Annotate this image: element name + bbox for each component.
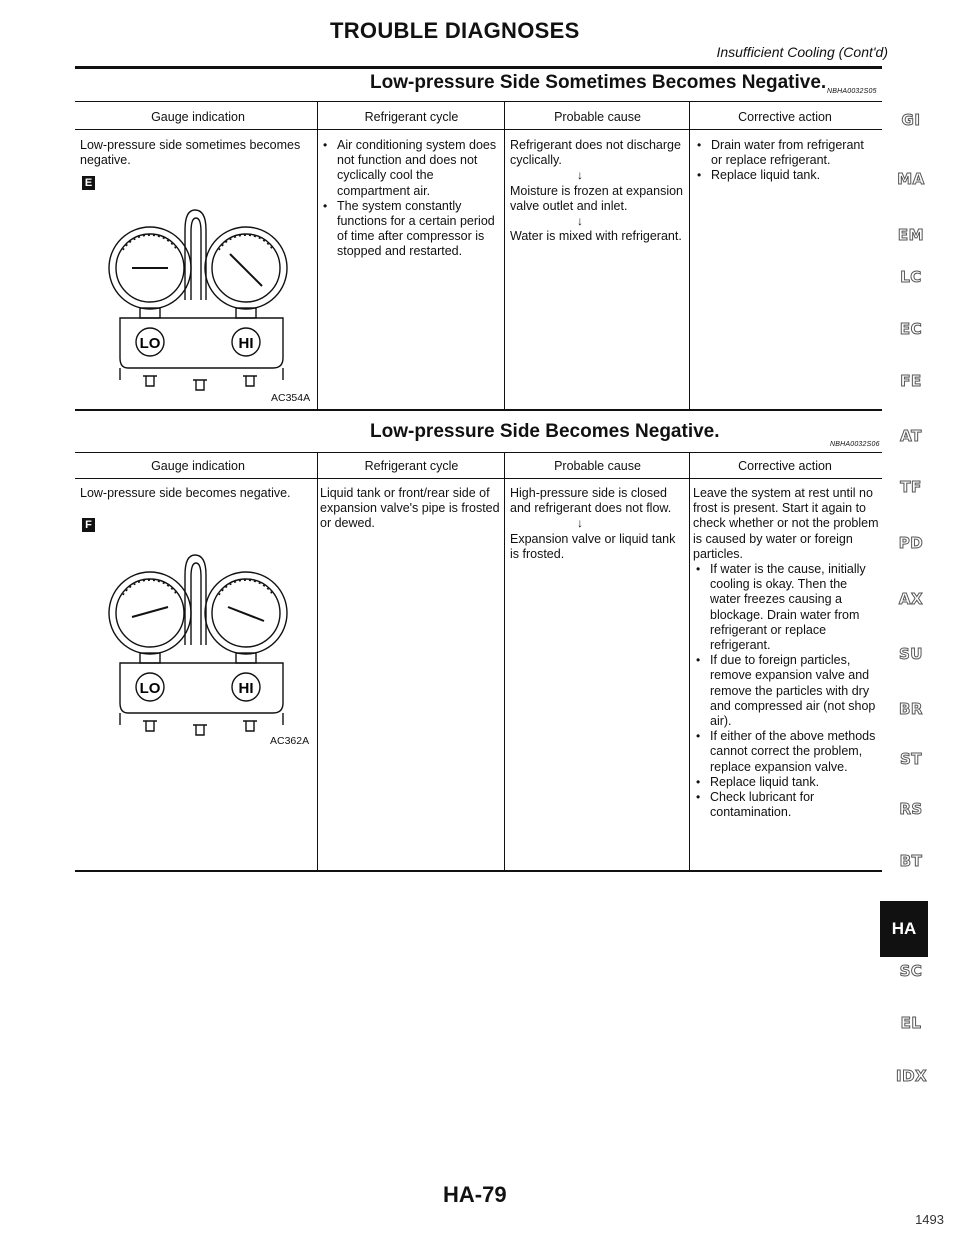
s1-header-rule [75, 129, 882, 130]
s2-header-rule [75, 478, 882, 479]
side-index-pd[interactable]: PD [898, 534, 924, 552]
s2-col-cause: Probable cause [554, 459, 641, 473]
s2-lo-label: LO [139, 680, 161, 697]
section1-code: NBHA0032S05 [827, 88, 877, 95]
down-arrow-icon: ↓ [577, 214, 583, 229]
s1-gauge-figure [98, 190, 298, 400]
s1-cause [510, 138, 685, 244]
s1-cycle-list [320, 138, 500, 260]
list-item: • Air conditioning system does not function and does not cyclically cool the compartment air. [320, 138, 500, 199]
s1-cause-line1: Refrigerant does not discharge cyclically. [510, 138, 681, 168]
s1-lo-label: LO [139, 335, 161, 352]
list-item: • Replace liquid tank. [693, 775, 879, 790]
s1-col-gauge: Gauge indication [151, 110, 245, 124]
side-index-sc[interactable]: SC [899, 962, 923, 980]
s2-divider-2 [504, 453, 505, 871]
side-index-ec[interactable]: EC [899, 320, 923, 338]
list-item: • Check lubricant for contamination. [693, 790, 879, 820]
side-index-tf[interactable]: TF [900, 478, 922, 496]
s1-gauge-text: Low-pressure side sometimes becomes negative. [80, 138, 301, 168]
s2-col-action: Corrective action [738, 459, 832, 473]
list-item: • Replace liquid tank. [694, 168, 878, 183]
side-index-em[interactable]: EM [897, 226, 925, 244]
s1-col-cause: Probable cause [554, 110, 641, 124]
s1-action-list [694, 138, 878, 184]
section1-title: Low-pressure Side Sometimes Becomes Negative. [370, 72, 827, 93]
side-index-lc[interactable]: LC [900, 268, 922, 286]
s2-action [693, 486, 879, 820]
s2-cause [510, 486, 686, 562]
footer-page-code: HA-79 [443, 1182, 507, 1207]
down-arrow-icon: ↓ [577, 168, 583, 183]
list-item: • The system constantly functions for a certain period of time after compressor is stopped and restarted. [320, 199, 500, 260]
side-index-idx[interactable]: IDX [896, 1067, 928, 1085]
s2-cause-line2: Expansion valve or liquid tank is frosted. [510, 531, 676, 561]
side-index-ma[interactable]: MA [897, 170, 925, 188]
s2-gauge-figure [98, 535, 298, 745]
list-item: • If due to foreign particles, remove expansion valve and remove the particles with dry and compressed air (not shop air). [693, 653, 879, 729]
side-index-su[interactable]: SU [899, 645, 923, 663]
s1-cause-line3: Water is mixed with refrigerant. [510, 229, 682, 244]
s2-hi-label: HI [238, 680, 254, 697]
s1-hi-gauge-icon [205, 227, 287, 309]
s1-divider-2 [504, 102, 505, 410]
s2-divider-3 [689, 453, 690, 871]
s2-action-intro: Leave the system at rest until no frost is present. Start it again to check whether or not the problem is caused by water or foreign particles. [693, 486, 879, 561]
section2-bottom-rule [75, 870, 882, 872]
side-index-at[interactable]: AT [900, 427, 922, 445]
s1-col-action: Corrective action [738, 110, 832, 124]
side-index-br[interactable]: BR [899, 700, 923, 718]
side-index-el[interactable]: EL [900, 1014, 922, 1032]
running-head: Insufficient Cooling (Cont'd) [716, 44, 888, 60]
section1-table-top-rule [75, 101, 882, 102]
s1-col-cycle: Refrigerant cycle [364, 110, 459, 124]
s2-cycle-text: Liquid tank or front/rear side of expansion valve's pipe is frosted or dewed. [320, 486, 500, 531]
section2-title: Low-pressure Side Becomes Negative. [370, 421, 720, 442]
section2-code: NBHA0032S06 [830, 441, 880, 448]
s2-col-gauge: Gauge indication [151, 459, 245, 473]
page-title: TROUBLE DIAGNOSES [330, 18, 580, 43]
side-index-gi[interactable]: GI [901, 111, 921, 129]
s1-badge: E [82, 176, 95, 190]
down-arrow-icon: ↓ [577, 516, 583, 531]
side-index-fe[interactable]: FE [900, 372, 922, 390]
side-index-ax[interactable]: AX [898, 590, 924, 608]
s1-divider-3 [689, 102, 690, 410]
s2-gauge-text: Low-pressure side becomes negative. [80, 486, 291, 500]
side-index-st[interactable]: ST [899, 750, 923, 768]
s2-col-cycle: Refrigerant cycle [364, 459, 459, 473]
page-number: 1493 [915, 1212, 944, 1227]
s1-hi-label: HI [238, 335, 254, 352]
side-index-ha-active[interactable]: HA [880, 901, 928, 957]
side-index-rs[interactable]: RS [899, 800, 923, 818]
s2-action-list [693, 562, 879, 820]
s1-figure-id: AC354A [271, 392, 311, 404]
s1-divider-1 [317, 102, 318, 410]
list-item: • If either of the above methods cannot correct the problem, replace expansion valve. [693, 729, 879, 775]
s2-cause-line1: High-pressure side is closed and refrigerant does not flow. [510, 486, 672, 516]
s2-divider-1 [317, 453, 318, 871]
s2-badge: F [82, 518, 95, 532]
section1-bottom-rule [75, 409, 882, 411]
list-item: • If water is the cause, initially cooling is okay. Then the water freezes causing a blockage. Drain water from refrigerant or replace refrigerant. [693, 562, 879, 653]
s1-cause-line2: Moisture is frozen at expansion valve outlet and inlet. [510, 183, 684, 213]
s2-figure-id: AC362A [270, 735, 310, 747]
section2-table-top-rule [75, 452, 882, 453]
header-rule [75, 66, 882, 69]
list-item: • Drain water from refrigerant or replace refrigerant. [694, 138, 878, 168]
side-index-bt[interactable]: BT [899, 852, 923, 870]
